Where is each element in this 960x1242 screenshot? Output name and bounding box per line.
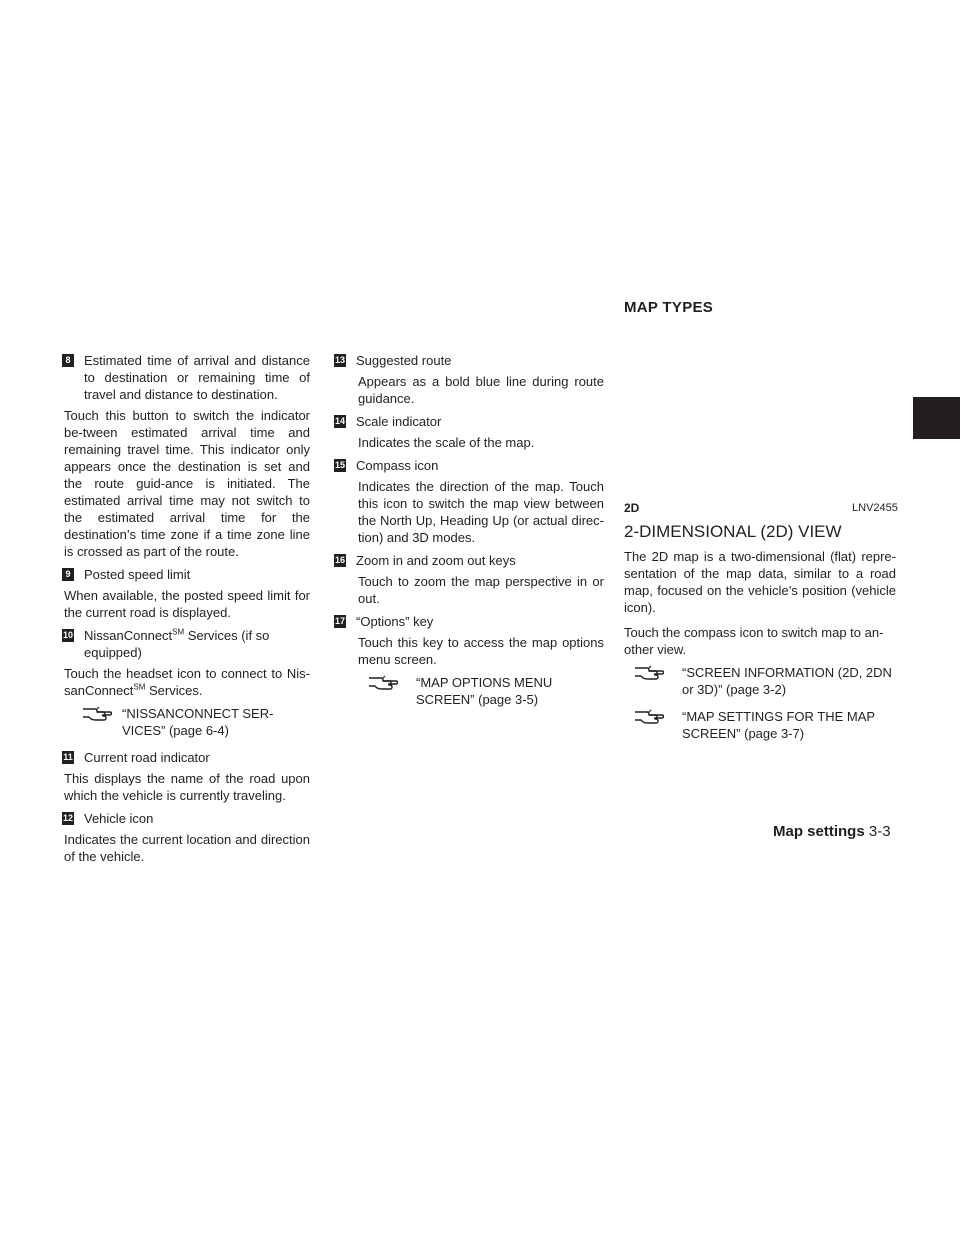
list-item [334, 413, 604, 451]
section-title: MAP TYPES [624, 299, 714, 316]
item-number-badge: 15 [334, 460, 345, 470]
cross-reference[interactable] [624, 708, 896, 742]
item-number-badge: 9 [62, 568, 74, 581]
paragraph: The 2D map is a two-dimensional (flat) repre-sentation of the map data, similar to a road map, focused on the vehicle’s position (vehicle icon). [624, 549, 896, 615]
item-description: Indicates the scale of the map. [358, 435, 535, 450]
item-description: This displays the name of the road upon which the vehicle is currently traveling. [64, 771, 310, 803]
item-title: Posted speed limit [84, 567, 191, 582]
cross-reference-text: “MAP SETTINGS FOR THE MAP SCREEN” (page 3-7) [682, 709, 875, 741]
item-heading [62, 627, 310, 661]
cross-reference[interactable] [334, 674, 576, 708]
list-item [62, 627, 310, 739]
cross-reference[interactable] [624, 664, 896, 698]
item-title: “Options” key [356, 614, 434, 629]
item-title: Scale indicator [356, 414, 442, 429]
paragraph: Touch the compass icon to switch map to an-other view. [624, 625, 884, 657]
item-heading [334, 352, 604, 369]
item-description: Touch to zoom the map perspective in or out. [358, 574, 604, 606]
list-item [334, 552, 604, 607]
page-number: 3-3 [868, 823, 891, 840]
cross-reference-text: “NISSANCONNECT SER-VICES” (page 6-4) [122, 706, 274, 738]
list-item [62, 749, 310, 804]
item-heading [62, 566, 310, 583]
chapter-tab [913, 397, 960, 439]
middle-column [334, 352, 604, 718]
item-heading [62, 810, 310, 827]
list-item [62, 566, 310, 621]
item-heading [334, 552, 604, 569]
pointing-hand-icon [82, 705, 112, 723]
right-column-body [624, 548, 896, 752]
view-title: 2-DIMENSIONAL (2D) VIEW [624, 522, 842, 541]
left-column [62, 352, 310, 871]
item-number-badge: 13 [334, 355, 345, 365]
item-heading [62, 352, 310, 403]
pointing-hand-icon [634, 708, 664, 726]
item-description: Indicates the current location and direction of the vehicle. [64, 832, 310, 864]
list-item [334, 613, 604, 708]
item-number-badge: 16 [334, 555, 345, 565]
item-title: Zoom in and zoom out keys [356, 553, 516, 568]
list-item [334, 352, 604, 407]
item-title: Compass icon [356, 458, 439, 473]
cross-reference-text: “MAP OPTIONS MENU SCREEN” (page 3-5) [416, 675, 553, 707]
figure-code: LNV2455 [852, 502, 898, 514]
item-number-badge: 14 [334, 416, 345, 426]
item-heading [62, 749, 310, 766]
item-number-badge: 8 [62, 354, 74, 367]
item-description: Touch the headset icon to connect to Nis-sanConnect℠ Services. [64, 666, 310, 698]
item-title: Vehicle icon [84, 811, 154, 826]
cross-reference[interactable] [62, 705, 310, 739]
item-number-badge: 11 [63, 752, 73, 762]
item-heading [334, 457, 604, 474]
item-description: Appears as a bold blue line during route guidance. [358, 374, 604, 406]
item-description: Indicates the direction of the map. Touch this icon to switch the map view between the North Up, Heading Up (or actual direc-tion) and 3D modes. [358, 479, 604, 545]
item-number-badge: 10 [62, 630, 73, 640]
page-footer [773, 823, 891, 840]
list-item [62, 352, 310, 560]
item-number-badge: 12 [62, 813, 73, 823]
pointing-hand-icon [368, 674, 398, 692]
figure-label: 2D [624, 501, 640, 515]
list-item [62, 810, 310, 865]
item-number-badge: 17 [334, 616, 345, 626]
item-title: NissanConnect℠ Services (if so equipped) [84, 627, 270, 660]
item-heading [334, 613, 604, 630]
item-title: Current road indicator [84, 750, 210, 765]
item-description: When available, the posted speed limit for the current road is displayed. [64, 588, 310, 620]
cross-reference-text: “SCREEN INFORMATION (2D, 2DN or 3D)” (page 3-2) [682, 665, 892, 697]
item-description: Touch this button to switch the indicator be-tween estimated arrival time and remaining travel time. This indicator only appears once the destination is set and the route guid-ance is initiated. The estimated arrival time may not switch to the estimated arrival time for the destination’s time zone if a time zone line is crossed as part of the route. [64, 408, 310, 559]
list-item [334, 457, 604, 546]
item-description: Touch this key to access the map options menu screen. [358, 635, 604, 667]
item-heading [334, 413, 604, 430]
item-title: Estimated time of arrival and distance to destination or remaining time of travel and distance to destination. [84, 353, 310, 402]
pointing-hand-icon [634, 664, 664, 682]
footer-section: Map settings [773, 823, 865, 840]
item-title: Suggested route [356, 353, 452, 368]
